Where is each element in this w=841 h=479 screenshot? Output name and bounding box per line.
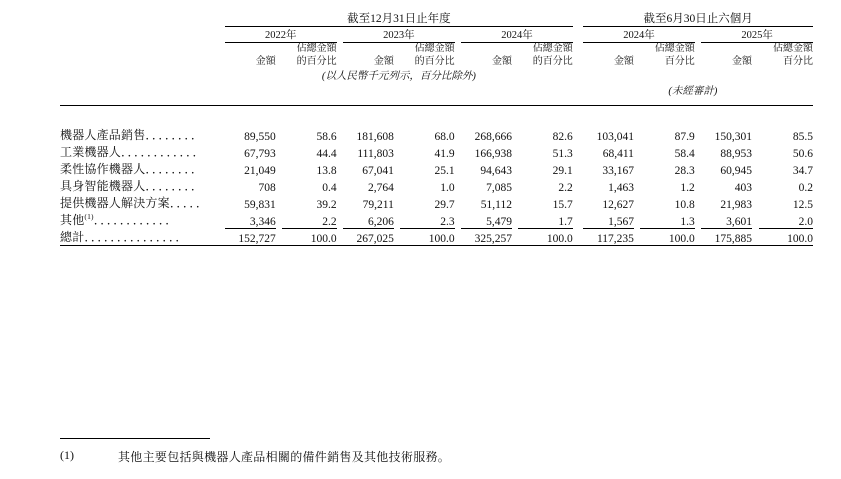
colhead-amount-2024: 金額 bbox=[491, 55, 512, 67]
cell-value: 103,041 bbox=[596, 131, 634, 143]
footnote-section bbox=[60, 438, 800, 465]
colhead-percent-2022: 佔總金額 的百分比 bbox=[296, 43, 337, 67]
footnote-text: 其他主要包括與機器人產品相關的備件銷售及其他技術服務。 bbox=[118, 450, 451, 464]
cell-value: 111,803 bbox=[357, 148, 394, 160]
cell-value: 29.1 bbox=[552, 165, 573, 177]
cell-value: 2.2 bbox=[322, 215, 337, 228]
cell-value: 34.7 bbox=[792, 165, 813, 177]
cell-value: 68,411 bbox=[602, 148, 634, 160]
cell-value: 13.8 bbox=[316, 165, 337, 177]
cell-value: 79,211 bbox=[362, 199, 394, 211]
total-value: 267,025 bbox=[343, 228, 394, 246]
table-total-row bbox=[60, 228, 813, 246]
footnote-item bbox=[60, 448, 800, 465]
cell-value: 2,764 bbox=[368, 182, 394, 194]
total-value: 100.0 bbox=[759, 228, 813, 246]
cell-value: 58.6 bbox=[316, 131, 337, 143]
cell-value: 87.9 bbox=[674, 131, 695, 143]
colhead-percent-2023: 佔總金額 的百分比 bbox=[414, 43, 455, 67]
cell-value: 181,608 bbox=[356, 131, 394, 143]
cell-value: 166,938 bbox=[474, 148, 512, 160]
cell-value: 44.4 bbox=[316, 148, 337, 160]
table-row bbox=[60, 126, 813, 143]
cell-value: 89,550 bbox=[244, 131, 276, 143]
cell-value: 10.8 bbox=[674, 199, 695, 211]
table-row bbox=[60, 194, 813, 211]
cell-value: 0.4 bbox=[322, 182, 337, 194]
cell-value: 403 bbox=[734, 182, 753, 194]
cell-value: 60,945 bbox=[720, 165, 753, 177]
colhead-percent-2024: 佔總金額 的百分比 bbox=[532, 43, 573, 67]
cell-value: 15.7 bbox=[552, 199, 573, 211]
total-value: 117,235 bbox=[583, 228, 634, 246]
cell-value: 94,643 bbox=[480, 165, 512, 177]
total-value: 100.0 bbox=[282, 228, 336, 246]
cell-value: 41.9 bbox=[434, 148, 455, 160]
row-label: 提供機器人解決方案．．．．． bbox=[60, 196, 209, 210]
colhead-percent-2025h1: 佔總金額 百分比 bbox=[773, 43, 813, 67]
total-value: 100.0 bbox=[518, 228, 572, 246]
year-2025-interim: 2025年 bbox=[701, 27, 813, 43]
footnote-marker: (1) bbox=[60, 448, 74, 462]
cell-value: 1.7 bbox=[558, 215, 573, 228]
total-bottom-rule bbox=[60, 246, 813, 251]
group-label-annual: 截至12月31日止年度 bbox=[225, 10, 573, 27]
unit-note: (以人民幣千元列示，百分比除外) bbox=[321, 71, 476, 82]
group-label-interim: 截至6月30日止六個月 bbox=[583, 10, 813, 27]
cell-value: 2.0 bbox=[798, 215, 813, 228]
colhead-amount-2024h1: 金額 bbox=[613, 55, 634, 67]
colhead-amount-2022: 金額 bbox=[255, 55, 276, 67]
cell-value: 3,601 bbox=[726, 215, 753, 228]
footnote-divider bbox=[60, 438, 210, 439]
cell-value: 6,206 bbox=[368, 215, 394, 228]
cell-value: 33,167 bbox=[602, 165, 634, 177]
total-value: 152,727 bbox=[225, 228, 276, 246]
cell-value: 82.6 bbox=[552, 131, 573, 143]
year-header-row bbox=[60, 27, 813, 43]
row-label: 工業機器人．．．．．．．．．．．． bbox=[60, 145, 206, 159]
unaudited-note: (未經審計) bbox=[668, 86, 718, 97]
cell-value: 1.3 bbox=[680, 215, 695, 228]
cell-value: 21,049 bbox=[244, 165, 276, 177]
table-row bbox=[60, 160, 813, 177]
year-2024-interim: 2024年 bbox=[583, 27, 695, 43]
cell-value: 12.5 bbox=[792, 199, 813, 211]
year-2023: 2023年 bbox=[343, 27, 455, 43]
table-row bbox=[60, 143, 813, 160]
cell-value: 1,463 bbox=[608, 182, 634, 194]
row-label: 其他$^{(1)}$．．．．．．．．．．．． bbox=[60, 212, 178, 227]
total-value: 175,885 bbox=[701, 228, 752, 246]
colhead-amount-2025h1: 金額 bbox=[732, 55, 753, 67]
cell-value: 1,567 bbox=[608, 215, 634, 228]
cell-value: 28.3 bbox=[674, 165, 695, 177]
unaudited-note-row bbox=[60, 83, 813, 98]
year-2024-annual: 2024年 bbox=[461, 27, 573, 43]
cell-value: 51.3 bbox=[552, 148, 573, 160]
cell-value: 67,041 bbox=[362, 165, 394, 177]
row-label: 機器人產品銷售．．．．．．．． bbox=[60, 128, 204, 142]
cell-value: 51,112 bbox=[480, 199, 512, 211]
cell-value: 25.1 bbox=[434, 165, 455, 177]
cell-value: 2.3 bbox=[440, 215, 455, 228]
table-row bbox=[60, 177, 813, 194]
cell-value: 50.6 bbox=[792, 148, 813, 160]
cell-value: 1.2 bbox=[680, 182, 695, 194]
header-bottom-rule bbox=[60, 98, 813, 106]
row-label: 柔性協作機器人．．．．．．．． bbox=[60, 162, 204, 176]
colhead-amount-2023: 金額 bbox=[373, 55, 394, 67]
unit-note-row bbox=[60, 68, 813, 83]
total-value: 325,257 bbox=[461, 228, 512, 246]
table-row bbox=[60, 211, 813, 228]
cell-value: 12,627 bbox=[602, 199, 634, 211]
cell-value: 1.0 bbox=[440, 182, 455, 194]
cell-value: 708 bbox=[258, 182, 276, 194]
cell-value: 68.0 bbox=[434, 131, 455, 143]
group-header-row bbox=[60, 10, 813, 27]
cell-value: 7,085 bbox=[486, 182, 512, 194]
cell-value: 150,301 bbox=[714, 131, 753, 143]
cell-value: 88,953 bbox=[720, 148, 753, 160]
year-2022: 2022年 bbox=[225, 27, 337, 43]
total-label: 總計．．．．．．．．．．．．．．． bbox=[60, 230, 188, 244]
cell-value: 268,666 bbox=[474, 131, 512, 143]
cell-value: 21,983 bbox=[720, 199, 753, 211]
column-header-row bbox=[60, 43, 813, 69]
cell-value: 0.2 bbox=[798, 182, 813, 194]
cell-value: 85.5 bbox=[792, 131, 813, 143]
row-label: 具身智能機器人．．．．．．．． bbox=[60, 179, 204, 193]
total-value: 100.0 bbox=[640, 228, 694, 246]
footnote-ref: (1) bbox=[84, 212, 94, 221]
cell-value: 29.7 bbox=[434, 199, 455, 211]
financial-table bbox=[60, 10, 813, 250]
total-value: 100.0 bbox=[400, 228, 454, 246]
cell-value: 39.2 bbox=[316, 199, 337, 211]
cell-value: 58.4 bbox=[674, 148, 695, 160]
cell-value: 5,479 bbox=[486, 215, 512, 228]
colhead-percent-2024h1: 佔總金額 百分比 bbox=[654, 43, 695, 67]
cell-value: 67,793 bbox=[244, 148, 276, 160]
cell-value: 3,346 bbox=[249, 215, 276, 228]
cell-value: 59,831 bbox=[244, 199, 276, 211]
cell-value: 2.2 bbox=[558, 182, 573, 194]
